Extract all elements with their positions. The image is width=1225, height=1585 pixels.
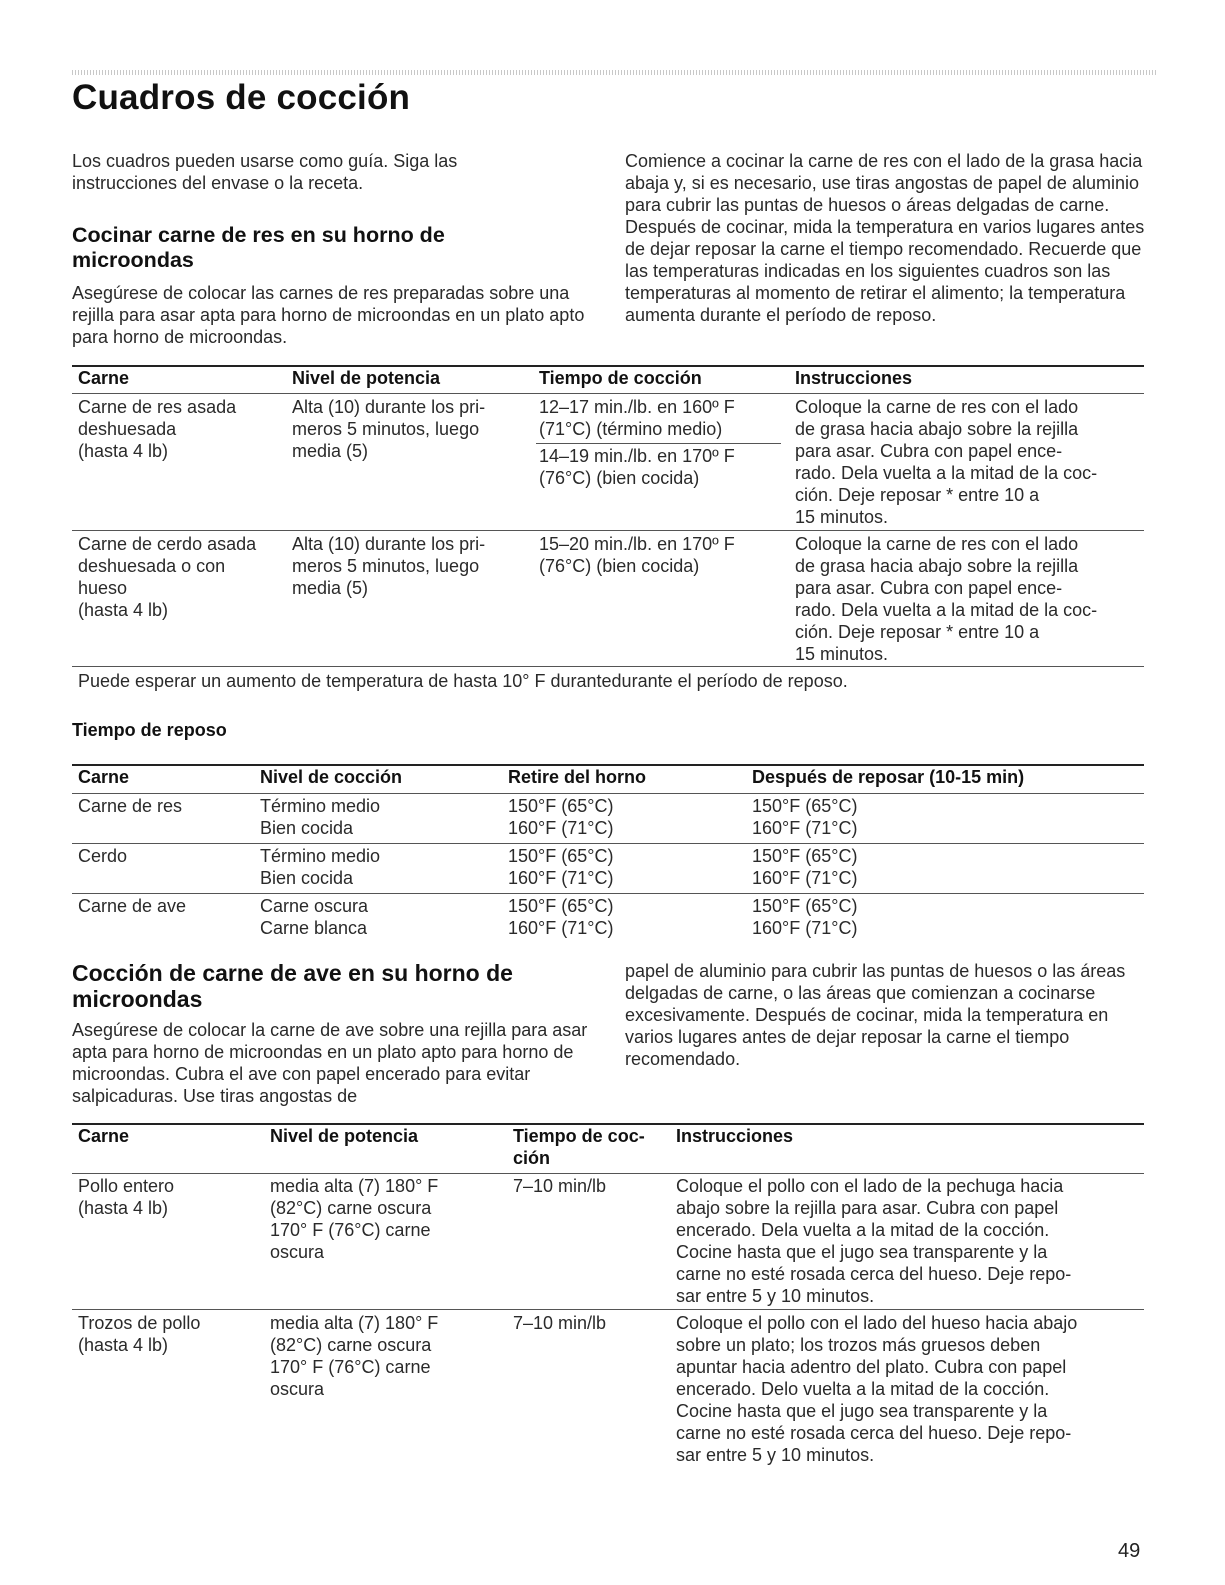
rest-row2-carne: Cerdo [78, 846, 128, 866]
beef-row1-carne: Carne de res asada deshuesada (hasta 4 lb) [78, 397, 237, 461]
beef-header-rule [72, 393, 1144, 394]
rest-row1-nivel: Término medio Bien cocida [260, 796, 381, 838]
rest-row2-nivel: Término medio Bien cocida [260, 846, 381, 888]
rest-row2-retire: 150°F (65°C) 160°F (71°C) [508, 846, 614, 888]
beef-col-nivel-header: Nivel de potencia [292, 368, 441, 388]
intro-paragraph: Los cuadros pueden usarse como guía. Siga las instrucciones del envase o la receta. [72, 151, 458, 193]
beef-row2-nivel: Alta (10) durante los pri- meros 5 minutos, luego media (5) [292, 534, 486, 598]
beef-row2-instrucciones: Coloque la carne de res con el lado de grasa hacia abajo sobre la rejilla para asar. Cubra con papel ence- rado. Dela vuelta a la mitad de la coc- ción. Deje reposar * entre 10 a 15 minutos. [795, 534, 1098, 664]
beef-row-divider [72, 530, 1144, 531]
poultry-row2-instrucciones: Coloque el pollo con el lado del hueso hacia abajo sobre un plato; los trozos más gruesos deben apuntar hacia adentro del plato. Cubra con papel encerado. Delo vuelta a la mitad de la cocción. Cocine hasta que el jugo sea transparente y la carne no esté rosada cerca del hueso. Deje repo- sar entre 5 y 10 minutos. [676, 1313, 1078, 1465]
poultry-section-heading: Cocción de carne de ave en su horno de microondas [72, 960, 513, 1012]
page-title: Cuadros de cocción [72, 78, 411, 117]
poultry-col-instrucciones-header: Instrucciones [676, 1126, 794, 1146]
beef-footnote: Puede esperar un aumento de temperatura de hasta 10° F durantedurante el período de reposo. [78, 671, 848, 691]
poultry-row1-nivel: media alta (7) 180° F (82°C) carne oscura 170° F (76°C) carne oscura [270, 1176, 439, 1262]
rest-row1-despues: 150°F (65°C) 160°F (71°C) [752, 796, 858, 838]
poultry-row1-carne: Pollo entero (hasta 4 lb) [78, 1176, 175, 1218]
beef-col-carne-header: Carne [78, 368, 130, 388]
page-number: 49 [1118, 1540, 1141, 1562]
poultry-header-rule [72, 1173, 1144, 1174]
poultry-row2-carne: Trozos de pollo (hasta 4 lb) [78, 1313, 201, 1355]
poultry-row-divider [72, 1309, 1144, 1310]
beef-row1-time-divider [536, 443, 781, 444]
rest-row-divider [72, 843, 1144, 844]
rest-row1-retire: 150°F (65°C) 160°F (71°C) [508, 796, 614, 838]
rest-col-nivel-header: Nivel de cocción [260, 767, 403, 787]
rest-col-despues-header: Después de reposar (10-15 min) [752, 767, 1025, 787]
rest-row3-retire: 150°F (65°C) 160°F (71°C) [508, 896, 614, 938]
beef-row1-instrucciones: Coloque la carne de res con el lado de grasa hacia abajo sobre la rejilla para asar. Cubra con papel ence- rado. Dela vuelta a la mitad de la coc- ción. Deje reposar * entre 10 a 15 minutos. [795, 397, 1098, 527]
beef-row2-tiempo: 15–20 min./lb. en 170º F (76°C) (bien cocida) [539, 534, 735, 576]
rest-col-retire-header: Retire del horno [508, 767, 647, 787]
rest-col-carne-header: Carne [78, 767, 130, 787]
rest-header-rule [72, 793, 1144, 794]
poultry-left-paragraph: Asegúrese de colocar la carne de ave sobre una rejilla para asar apta para horno de microondas en un plato apto para horno de microondas. Cubra el ave con papel encerado para evitar salpicaduras. Use tiras angostas de [72, 1020, 588, 1106]
rest-row3-carne: Carne de ave [78, 896, 187, 916]
poultry-col-nivel-header: Nivel de potencia [270, 1126, 419, 1146]
beef-row2-carne: Carne de cerdo asada deshuesada o con hueso (hasta 4 lb) [78, 534, 257, 620]
beef-footnote-rule [72, 666, 1144, 667]
rest-heading: Tiempo de reposo [72, 720, 227, 740]
poultry-right-paragraph: papel de aluminio para cubrir las puntas de huesos o las áreas delgadas de carne, o las áreas que comienzan a cocinarse excesivamente. Después de cocinar, mida la temperatura en varios lugares antes de dejar reposar la carne el tiempo recomendado. [625, 961, 1126, 1069]
rest-row3-nivel: Carne oscura Carne blanca [260, 896, 369, 938]
rest-row2-despues: 150°F (65°C) 160°F (71°C) [752, 846, 858, 888]
title-decorative-bar [72, 70, 1156, 75]
rest-row3-despues: 150°F (65°C) 160°F (71°C) [752, 896, 858, 938]
poultry-col-carne-header: Carne [78, 1126, 130, 1146]
poultry-row1-instrucciones: Coloque el pollo con el lado de la pechuga hacia abajo sobre la rejilla para asar. Cubra con papel encerado. Dela vuelta a la mitad de la cocción. Cocine hasta que el jugo sea transparente y la carne no esté rosada cerca del hueso. Deje repo- sar entre 5 y 10 minutos. [676, 1176, 1072, 1306]
beef-row1-nivel: Alta (10) durante los pri- meros 5 minutos, luego media (5) [292, 397, 486, 461]
beef-instructions-paragraph: Comience a cocinar la carne de res con el lado de la grasa hacia abaja y, si es necesario, use tiras angostas de papel de aluminio para cubrir las puntas de huesos o áreas delgadas de carne. Después de cocinar, mida la temperatura en varios lugares antes de dejar reposar la carne el tiempo recomendado. Recuerde que las temperaturas indicadas en los siguientes cuadros son las temperaturas al momento de retirar el alimento; la temperatura aumenta durante el período de reposo. [625, 151, 1145, 325]
poultry-row2-nivel: media alta (7) 180° F (82°C) carne oscura 170° F (76°C) carne oscura [270, 1313, 439, 1399]
beef-row1-tiempo-bien: 14–19 min./lb. en 170º F (76°C) (bien cocida) [539, 446, 735, 488]
poultry-col-tiempo-header: Tiempo de coc- ción [513, 1126, 645, 1168]
rest-row-divider [72, 893, 1144, 894]
beef-intro-paragraph: Asegúrese de colocar las carnes de res preparadas sobre una rejilla para asar apta para horno de microondas en un plato apto para horno de microondas. [72, 283, 585, 347]
beef-col-instrucciones-header: Instrucciones [795, 368, 913, 388]
poultry-row2-tiempo: 7–10 min/lb [513, 1313, 607, 1333]
poultry-row1-tiempo: 7–10 min/lb [513, 1176, 607, 1196]
rest-row1-carne: Carne de res [78, 796, 183, 816]
beef-col-tiempo-header: Tiempo de cocción [539, 368, 702, 388]
beef-row1-tiempo-medio: 12–17 min./lb. en 160º F (71°C) (término medio) [539, 397, 735, 439]
beef-section-heading: Cocinar carne de res en su horno de microondas [72, 223, 445, 272]
